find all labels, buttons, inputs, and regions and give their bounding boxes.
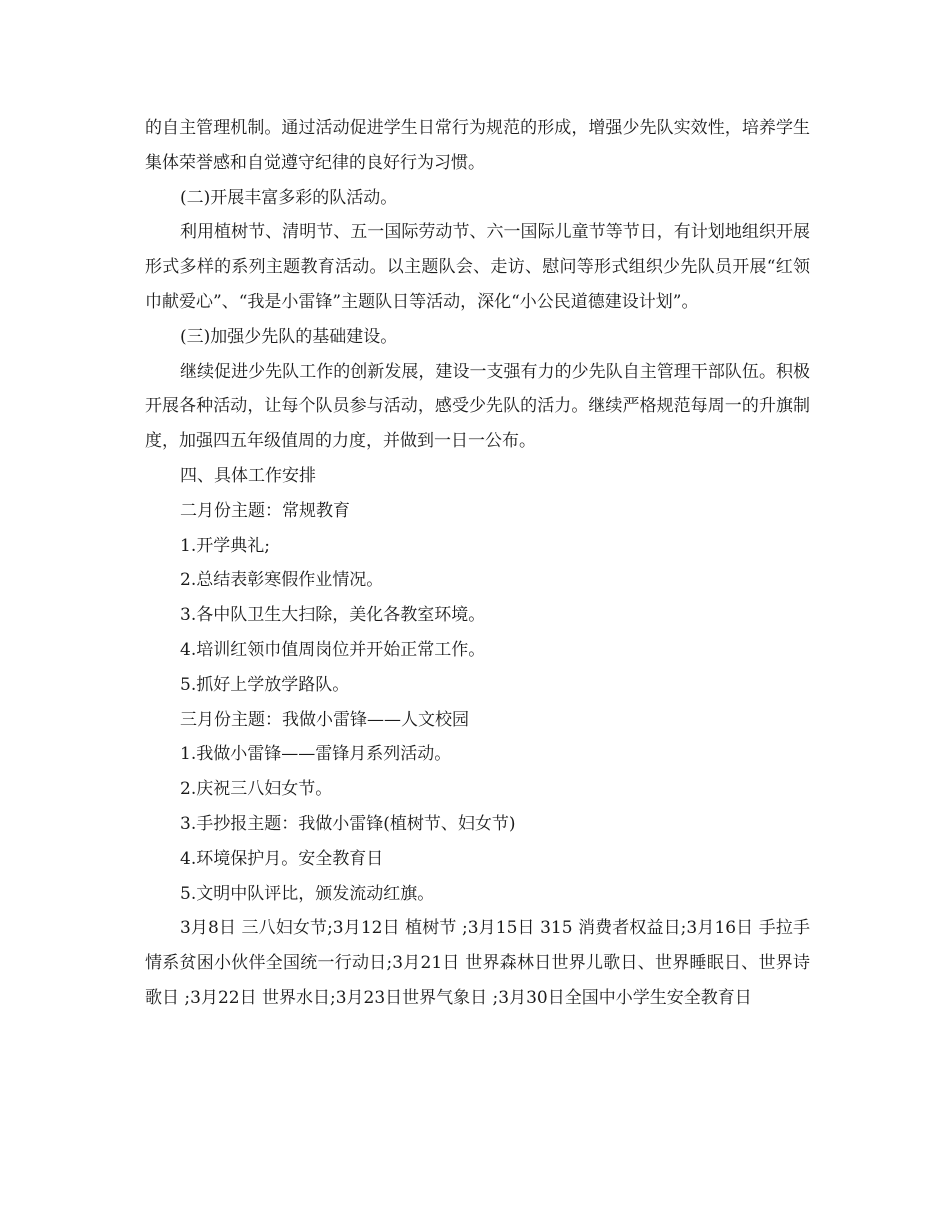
list-item: 4.培训红领巾值周岗位并开始正常工作。 [180,639,486,660]
list-item: 1.我做小雷锋——雷锋月系列活动。 [180,744,452,765]
paragraph-4: (三)加强少先队的基础建设。 [180,326,398,347]
section-heading: 四、具体工作安排 [180,465,316,486]
list-item: 3.各中队卫生大扫除，美化各教室环境。 [180,605,486,626]
list-item: 5.文明中队评比，颁发流动红旗。 [180,883,435,904]
list-item: 2.总结表彰寒假作业情况。 [180,570,384,591]
month-theme-march: 三月份主题：我做小雷锋——人文校园 [180,709,469,730]
list-item: 3.手抄报主题：我做小雷锋(植树节、妇女节) [180,813,516,834]
paragraph-5: 继续促进少先队工作的创新发展，建设一支强有力的少先队自主管理干部队伍。积极开展各种活动，让每个队员参与活动，感受少先队的活力。继续严格规范每周一的升旗制度，加强四五年级值周的力度，并做到一日一公布。 [145,361,810,452]
paragraph-1: 的自主管理机制。通过活动促进学生日常行为规范的形成，增强少先队实效性，培养学生集体荣誉感和自觉遵守纪律的良好行为习惯。 [145,118,810,173]
paragraph-3: 利用植树节、清明节、五一国际劳动节、六一国际儿童节等节日，有计划地组织开展形式多样的系列主题教育活动。以主题队会、走访、慰问等形式组织少先队员开展“红领巾献爱心”、“我是小雷锋”主题队日等活动，深化“小公民道德建设计划”。 [145,222,810,312]
list-item: 5.抓好上学放学路队。 [180,674,350,695]
list-item: 4.环境保护月。安全教育日 [180,848,384,869]
list-item: 2.庆祝三八妇女节。 [180,779,333,800]
document-body [145,111,810,1016]
paragraph-2: (二)开展丰富多彩的队活动。 [180,187,398,208]
list-item: 1.开学典礼; [180,535,270,556]
march-dates-paragraph: 3月8日 三八妇女节;3月12日 植树节 ;3月15日 315 消费者权益日;3月16日 手拉手情系贫困小伙伴全国统一行动日;3月21日 世界森林日世界儿歌日、世界睡眠日、世界诗歌日 ;3月22日 世界水日;3月23日世界气象日 ;3月30日全国中小学生安全教育日 [145,918,810,1008]
month-theme-february: 二月份主题：常规教育 [180,500,350,521]
